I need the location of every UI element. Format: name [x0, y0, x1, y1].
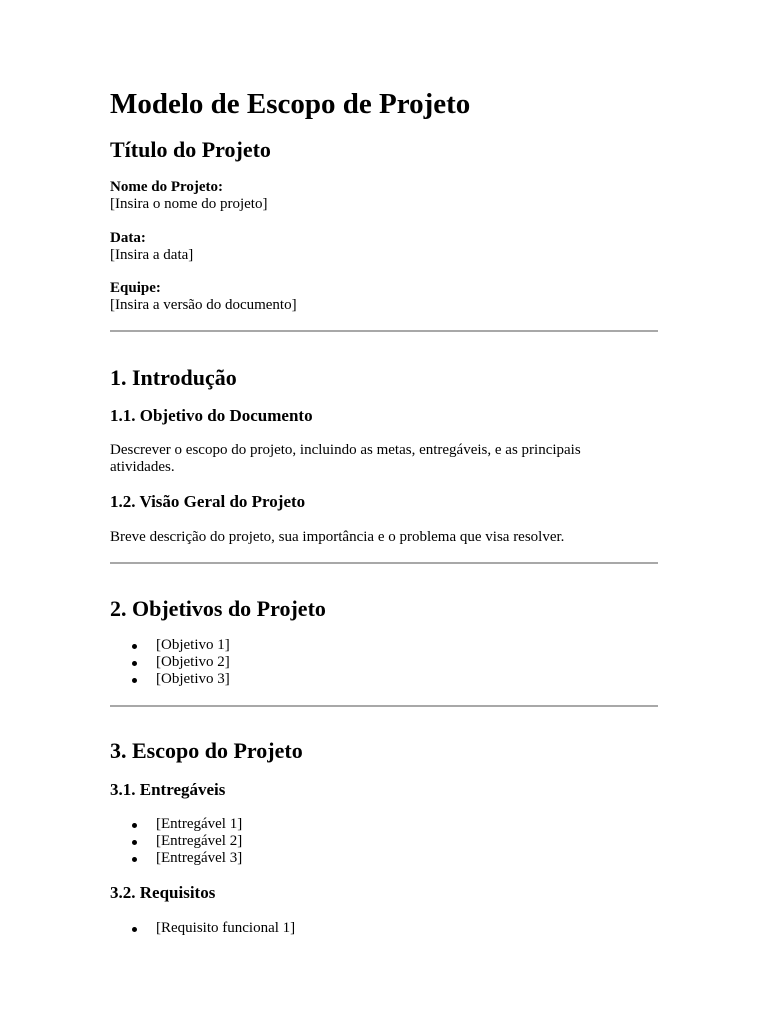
project-name-value: [Insira o nome do projeto] [110, 196, 268, 212]
section-objectives-heading: 2. Objetivos do Projeto [110, 596, 326, 621]
divider [110, 705, 658, 707]
objectives-list [110, 637, 230, 688]
bullet-icon [132, 840, 137, 845]
list-item-text: [Objetivo 1] [156, 637, 230, 653]
team-value: [Insira a versão do documento] [110, 297, 297, 313]
bullet-icon [132, 823, 137, 828]
objective-paragraph: Descrever o escopo do projeto, incluindo as metas, entregáveis, e as principais atividades. [110, 442, 581, 475]
section-scope-heading: 3. Escopo do Projeto [110, 738, 303, 763]
subsection-deliverables-heading: 3.1. Entregáveis [110, 780, 226, 799]
list-item [110, 833, 242, 850]
bullet-icon [132, 661, 137, 666]
list-item-text: [Entregável 3] [156, 850, 243, 866]
overview-paragraph: Breve descrição do projeto, sua importância e o problema que visa resolver. [110, 529, 565, 545]
project-name-field [110, 179, 267, 213]
bullet-icon [132, 678, 137, 683]
bullet-icon [132, 644, 137, 649]
team-label: Equipe: [110, 280, 161, 296]
list-item [110, 637, 230, 654]
list-item [110, 850, 242, 867]
list-item [110, 816, 242, 833]
date-value: [Insira a data] [110, 247, 194, 263]
divider [110, 562, 658, 564]
subsection-overview-heading: 1.2. Visão Geral do Projeto [110, 492, 306, 511]
list-item [110, 671, 230, 688]
list-item-text: [Requisito funcional 1] [156, 920, 296, 936]
project-name-label: Nome do Projeto: [110, 179, 224, 195]
requirements-list [110, 920, 295, 937]
section-intro-heading: 1. Introdução [110, 365, 237, 390]
deliverables-list [110, 816, 242, 867]
list-item-text: [Objetivo 3] [156, 671, 230, 687]
list-item [110, 654, 230, 671]
list-item-text: [Entregável 1] [156, 816, 243, 832]
project-title-heading: Título do Projeto [110, 137, 271, 162]
subsection-objective-heading: 1.1. Objetivo do Documento [110, 406, 313, 425]
list-item-text: [Objetivo 2] [156, 654, 230, 670]
list-item [110, 920, 295, 937]
date-label: Data: [110, 230, 146, 246]
date-field [110, 230, 193, 264]
bullet-icon [132, 927, 137, 932]
subsection-requirements-heading: 3.2. Requisitos [110, 883, 216, 902]
bullet-icon [132, 857, 137, 862]
team-field [110, 280, 297, 314]
divider [110, 330, 658, 332]
document-title: Modelo de Escopo de Projeto [110, 88, 471, 120]
list-item-text: [Entregável 2] [156, 833, 243, 849]
